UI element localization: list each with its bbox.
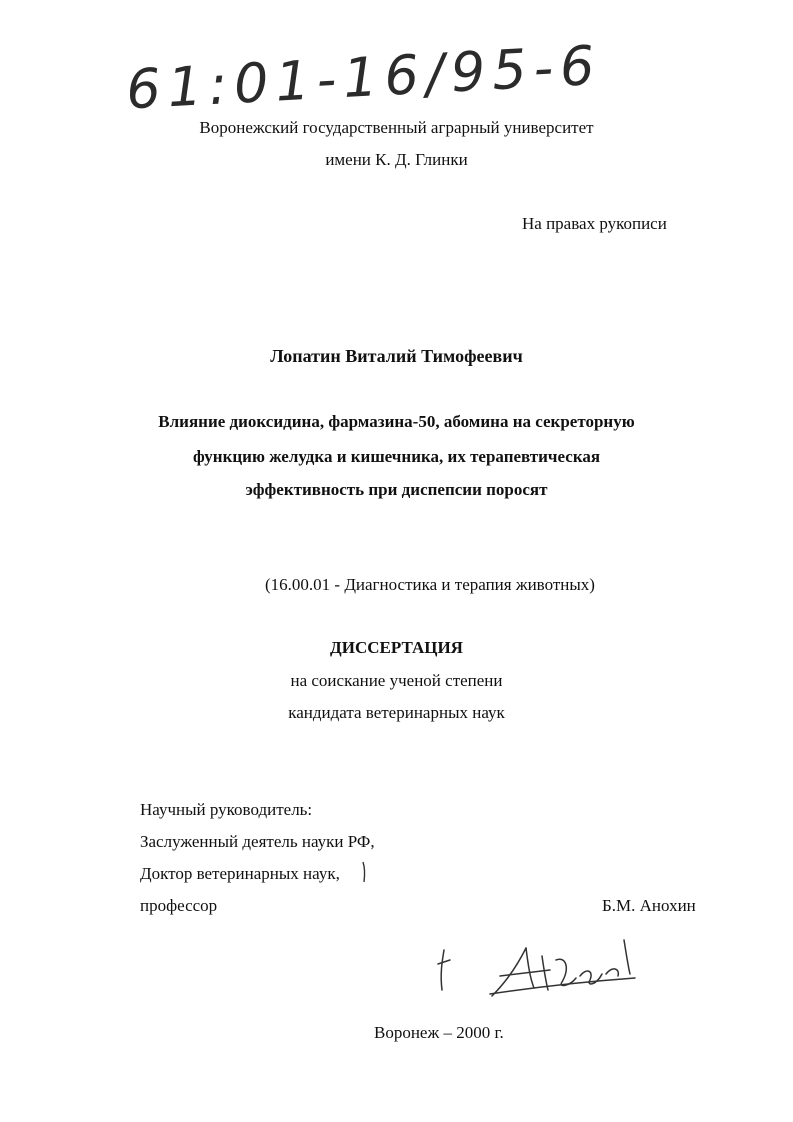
specialty-code: (16.00.01 - Диагностика и терапия животных) <box>265 575 595 594</box>
manuscript-note: На правах рукописи <box>522 214 667 233</box>
document-type: ДИССЕРТАЦИЯ <box>330 638 463 657</box>
author-name: Лопатин Виталий Тимофеевич <box>270 346 523 366</box>
supervisor-degree: Доктор ветеринарных наук, <box>140 864 340 883</box>
university-named-after: имени К. Д. Глинки <box>325 150 468 169</box>
pen-mark <box>360 860 370 884</box>
title-line-2: функцию желудка и кишечника, их терапевтическая <box>192 447 601 466</box>
supervisor-honorary-title: Заслуженный деятель науки РФ, <box>140 832 375 851</box>
degree-line-1: на соискание ученой степени <box>290 671 503 690</box>
city-and-year: Воронеж – 2000 г. <box>374 1023 504 1042</box>
title-line-1: Влияние диоксидина, фармазина-50, абомина на секреторную <box>158 412 635 431</box>
supervisor-name: Б.М. Анохин <box>602 896 696 915</box>
degree-line-2: кандидата ветеринарных наук <box>288 703 505 722</box>
supervisor-label: Научный руководитель: <box>140 800 313 819</box>
title-line-3: эффективность при диспепсии поросят <box>245 480 548 499</box>
signature <box>430 930 650 1010</box>
handwritten-archive-number: 61:01-16/95-6 <box>124 33 603 122</box>
supervisor-rank: профессор <box>140 896 218 915</box>
university-name: Воронежский государственный аграрный университет <box>199 118 594 137</box>
